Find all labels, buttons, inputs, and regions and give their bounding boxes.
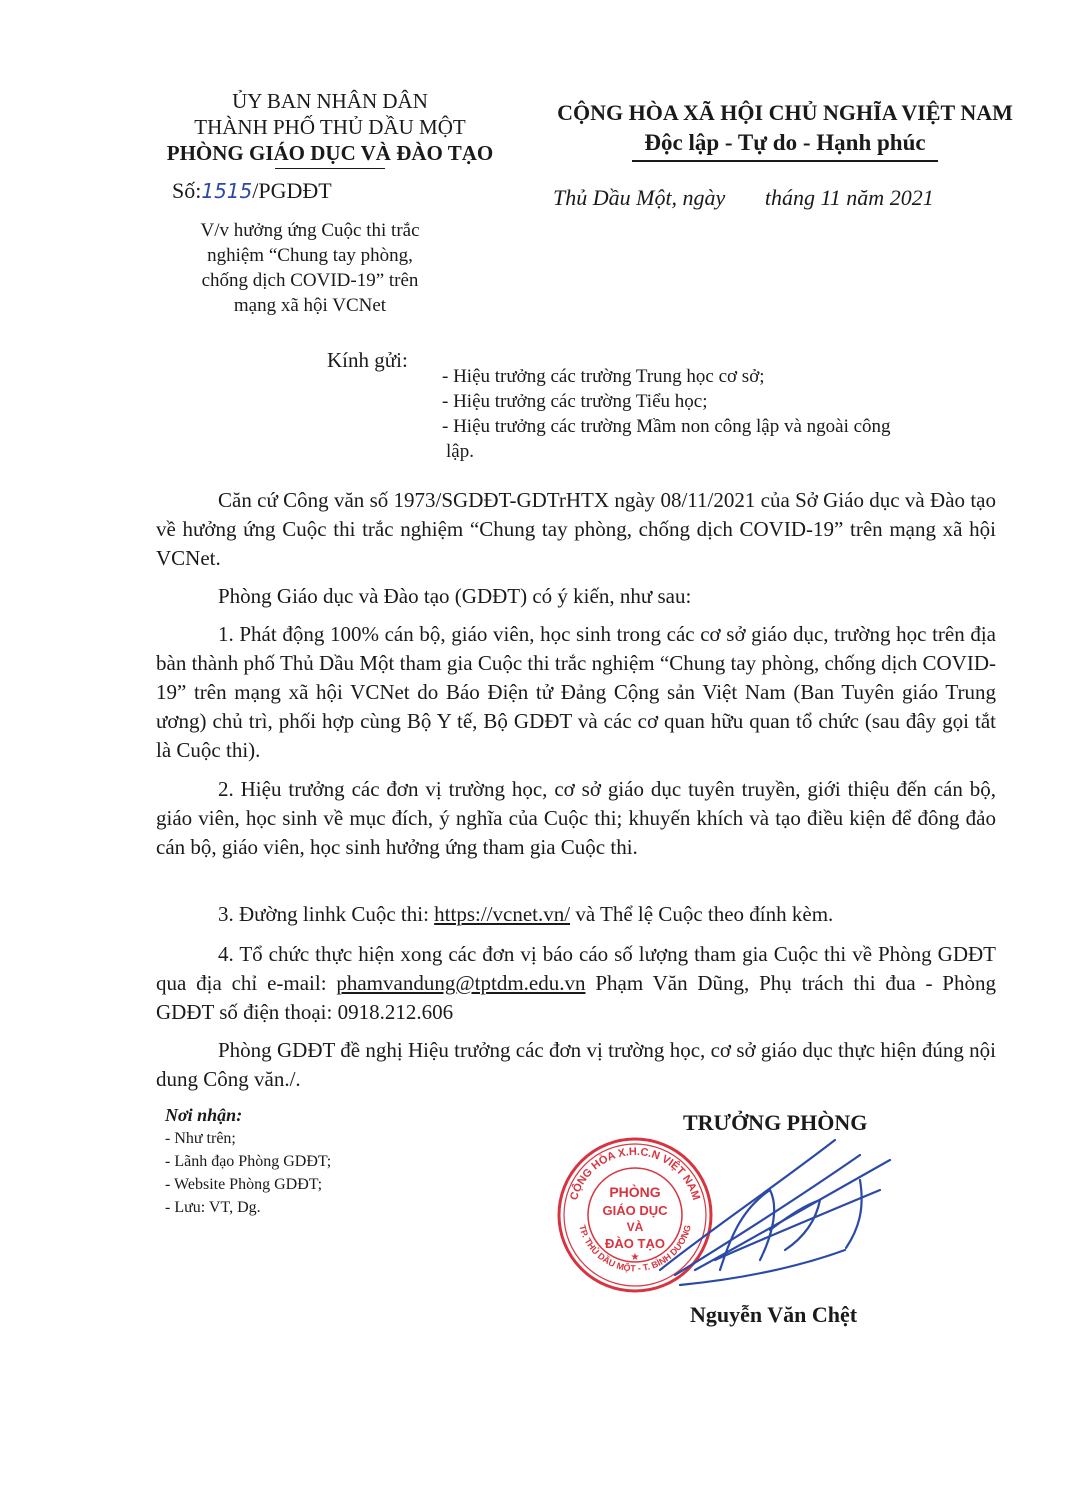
stamp-center-line: GIÁO DỤC xyxy=(602,1203,668,1218)
issuer-line-2: THÀNH PHỐ THỦ DẦU MỘT xyxy=(194,115,466,139)
handwritten-number: 1515 xyxy=(201,179,253,203)
stamp-center-line: VÀ xyxy=(626,1220,644,1234)
recipient-item: - Hiệu trưởng các trường Tiểu học; xyxy=(442,391,708,412)
item-3-text: 3. Đường linhk Cuộc thi: xyxy=(218,902,435,926)
number-suffix: /PGDĐT xyxy=(252,178,332,203)
paragraph-item-2: 2. Hiệu trưởng các đơn vị trường học, cơ sở giáo dục tuyên truyền, giới thiệu đến cán bộ, giáo viên, học sinh về mục đích, ý nghĩa của Cuộc thi; khuyến khích và tạo điều kiện để đông đảo cán bộ, giáo viên, học sinh hưởng ứng tham gia Cuộc thi. xyxy=(156,777,996,859)
subject-line-2: nghiệm “Chung tay phòng, xyxy=(207,245,413,266)
date-rest: tháng 11 năm 2021 xyxy=(764,185,934,210)
recipients-list xyxy=(442,364,1002,464)
subject-line-3: chống dịch COVID-19” trên xyxy=(201,270,419,291)
recipient-item: lập. xyxy=(446,441,474,462)
issuer-block xyxy=(120,88,540,169)
star-icon: ★ xyxy=(630,1252,640,1263)
date-place: Thủ Dầu Một, ngày xyxy=(553,185,726,210)
national-motto: Độc lập - Tự do - Hạnh phúc xyxy=(644,130,926,155)
date-line xyxy=(553,185,934,211)
paragraph-item-1: 1. Phát động 100% cán bộ, giáo viên, học sinh trong các cơ sở giáo dục, trường học trên địa bàn thành phố Thủ Dầu Một tham gia Cuộc thi trắc nghiệm “Chung tay phòng, chống dịch COVID-19” trên mạng xã hội VCNet do Báo Điện tử Đảng Cộng sản Việt Nam (Ban Tuyên giáo Trung ương) chủ trì, phối hợp cùng Bộ Y tế, Bộ GDĐT và các cơ quan hữu quan tổ chức (sau đây gọi tắt là Cuộc thi). xyxy=(156,622,996,762)
stamp-ring-text: CỘNG HÒA X.H.C.N VIỆT NAM xyxy=(568,1145,702,1202)
contest-link[interactable]: https://vcnet.vn/ xyxy=(434,902,571,926)
number-prefix: Số: xyxy=(172,178,202,203)
handwritten-signature xyxy=(620,1120,920,1300)
distribution-title: Nơi nhận: xyxy=(165,1105,243,1125)
item-4-text: 4. Tổ chức thực hiện xong các đơn vị báo cáo số lượng tham gia Cuộc thi về Phòng GDĐT qua địa chỉ e-mail: xyxy=(156,942,996,995)
recipients-label: Kính gửi: xyxy=(327,348,408,372)
paragraph-item-4 xyxy=(156,940,996,1027)
signer-title: TRƯỞNG PHÒNG xyxy=(683,1110,868,1135)
distribution-item: - Lưu: VT, Dg. xyxy=(165,1199,261,1216)
distribution-item: - Website Phòng GDĐT; xyxy=(165,1176,323,1193)
stamp-ring-text-bottom: TP. THỦ DẦU MỘT - T. BÌNH DƯƠNG xyxy=(577,1223,693,1274)
stamp-center-line: ĐÀO TẠO xyxy=(605,1236,665,1251)
stamp-center-line: PHÒNG xyxy=(609,1184,661,1200)
signer-name: Nguyễn Văn Chệt xyxy=(690,1302,858,1327)
paragraph-legal-basis: Căn cứ Công văn số 1973/SGDĐT-GDTrHTX ngày 08/11/2021 của Sở Giáo dục và Đào tạo về hưởng ứng Cuộc thi trắc nghiệm “Chung tay phòng, chống dịch COVID-19” trên mạng xã hội VCNet. xyxy=(156,488,996,570)
distribution-item: - Như trên; xyxy=(165,1130,236,1147)
issuer-line-1: ỦY BAN NHÂN DÂN xyxy=(232,89,428,113)
item-4-text-after: Phạm Văn Dũng, Phụ trách thi đua - Phòng GDĐT số điện thoại: 0918.212.606 xyxy=(156,971,996,1024)
distribution-item: - Lãnh đạo Phòng GDĐT; xyxy=(165,1153,332,1170)
national-header xyxy=(530,98,1040,162)
motto-underline xyxy=(632,160,938,162)
national-title: CỘNG HÒA XÃ HỘI CHỦ NGHĨA VIỆT NAM xyxy=(557,100,1013,125)
subject-line-1: V/v hưởng ứng Cuộc thi trắc xyxy=(200,220,420,241)
contact-email-link[interactable]: phamvandung@tptdm.edu.vn xyxy=(336,971,586,995)
issuer-underline xyxy=(275,168,385,169)
paragraph-closing: Phòng GDĐT đề nghị Hiệu trưởng các đơn vị trường học, cơ sở giáo dục thực hiện đúng nội dung Công văn./. xyxy=(156,1038,996,1091)
item-3-text-after: và Thể lệ Cuộc theo đính kèm. xyxy=(570,902,834,926)
issuer-line-3: PHÒNG GIÁO DỤC VÀ ĐÀO TẠO xyxy=(166,141,494,165)
paragraph-item-3 xyxy=(156,900,996,929)
paragraph-intro: Phòng Giáo dục và Đào tạo (GDĐT) có ý kiến, như sau: xyxy=(218,584,692,608)
subject-block xyxy=(160,218,460,318)
distribution-block xyxy=(165,1104,331,1219)
recipient-item: - Hiệu trưởng các trường Trung học cơ sở; xyxy=(442,366,765,387)
subject-line-4: mạng xã hội VCNet xyxy=(233,295,387,316)
document-number xyxy=(172,178,332,204)
recipient-item: - Hiệu trưởng các trường Mầm non công lập và ngoài công xyxy=(442,416,891,437)
